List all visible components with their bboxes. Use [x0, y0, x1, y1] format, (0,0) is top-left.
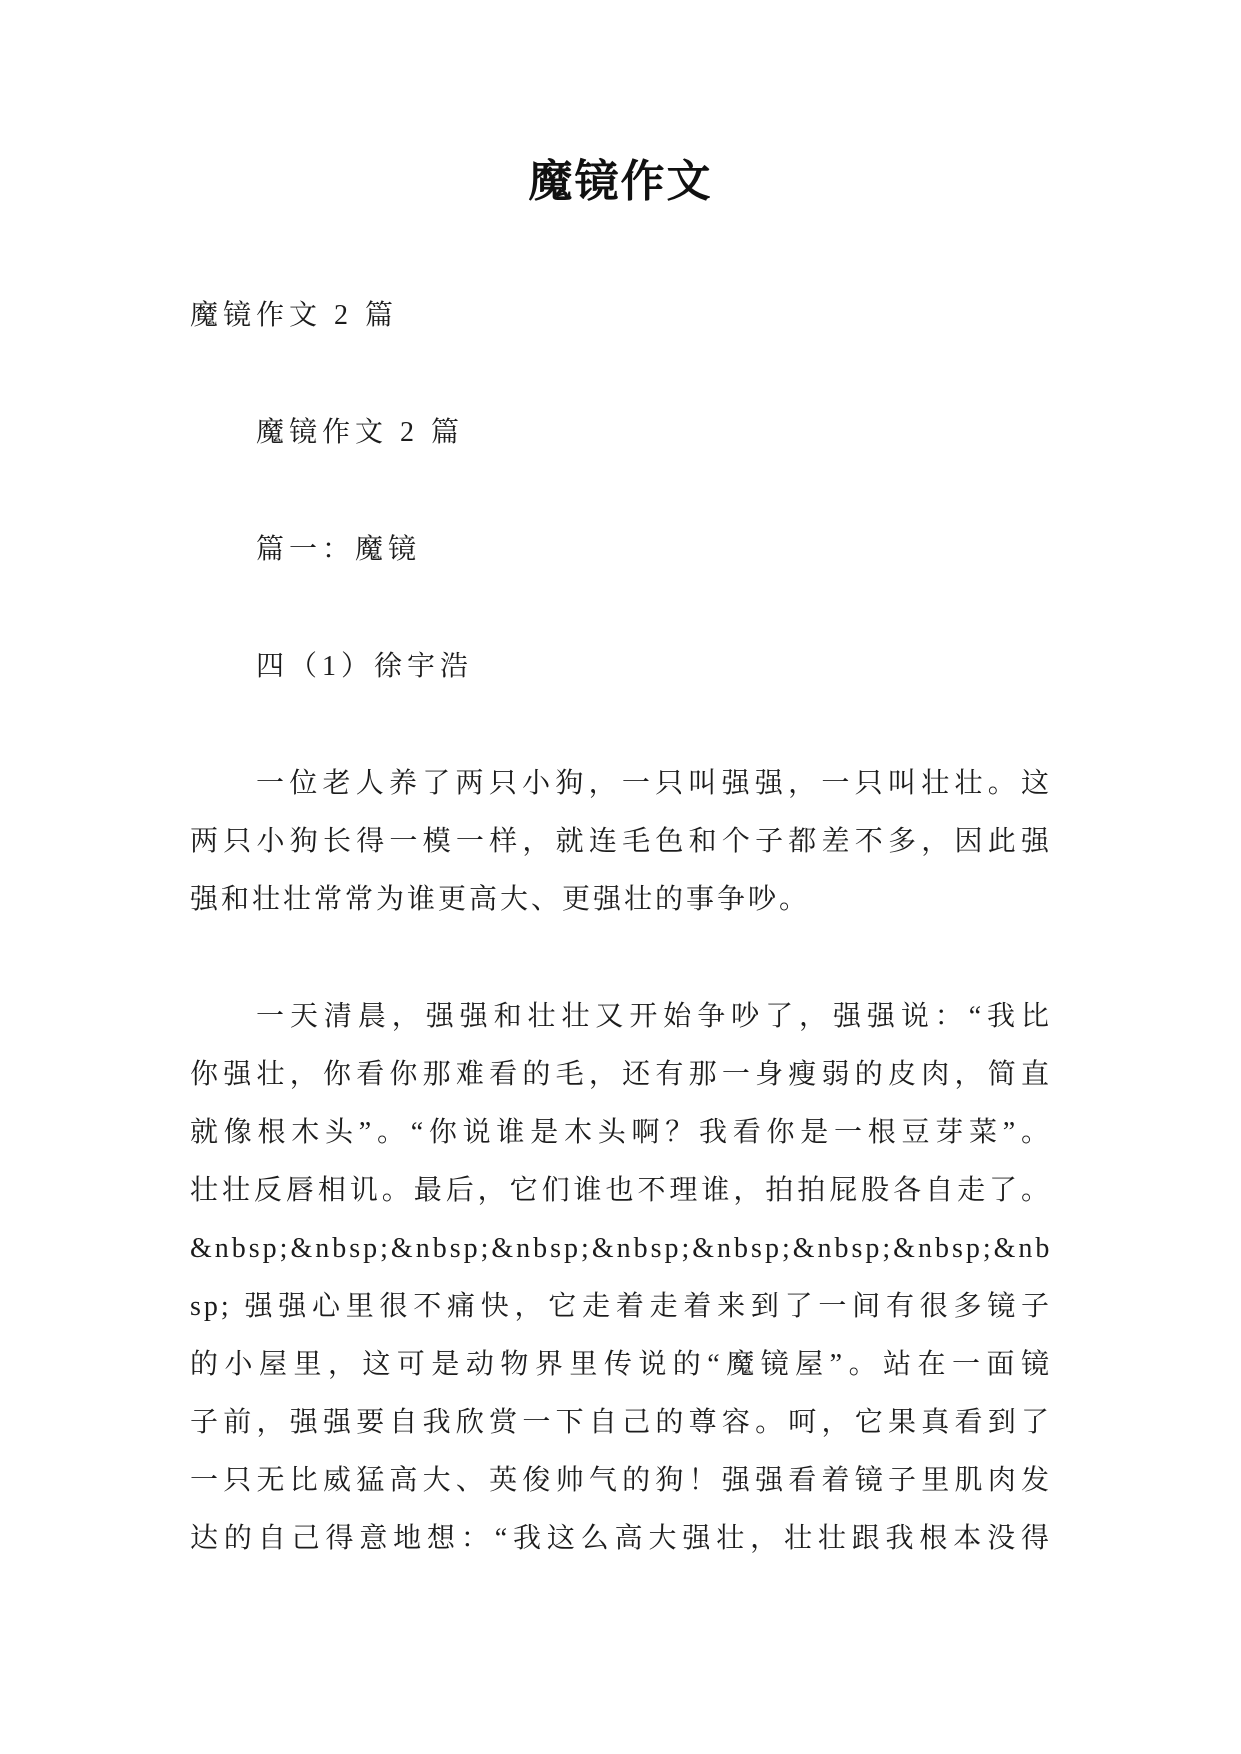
paragraph-2 [190, 988, 1052, 1568]
text-line: 强和壮壮常常为谁更高大、更强壮的事争吵。 [190, 884, 811, 915]
text-line: 的小屋里，这可是动物界里传说的“魔镜屋”。站在一面镜 [190, 1349, 1052, 1380]
document-title: 魔镜作文 [528, 157, 713, 206]
document-body [190, 287, 1052, 1627]
text-line: &nbsp;&nbsp;&nbsp;&nbsp;&nbsp;&nbsp;&nbsp;&nbsp;&nb [190, 1233, 1053, 1264]
text-line: 一位老人养了两只小狗，一只叫强强，一只叫壮壮。这 [256, 768, 1052, 799]
author-line: 四（1）徐宇浩 [256, 651, 474, 682]
section-title: 篇一：魔镜 [256, 534, 422, 565]
paragraph-1 [190, 755, 1052, 929]
document-subtitle: 魔镜作文 2 篇 [190, 300, 399, 331]
text-line: sp; 强强心里很不痛快，它走着走着来到了一间有很多镜子 [190, 1291, 1052, 1322]
text-line: 你强壮，你看你那难看的毛，还有那一身瘦弱的皮肉，简直 [190, 1059, 1052, 1090]
text-line: 一天清晨，强强和壮壮又开始争吵了，强强说：“我比 [256, 1001, 1052, 1032]
text-line: 两只小狗长得一模一样，就连毛色和个子都差不多，因此强 [190, 826, 1052, 857]
text-line: 就像根木头”。“你说谁是木头啊？我看你是一根豆芽菜”。 [190, 1117, 1052, 1148]
text-line: 子前，强强要自我欣赏一下自己的尊容。呵，它果真看到了 [190, 1407, 1052, 1438]
collection-heading: 魔镜作文 2 篇 [256, 417, 465, 448]
text-line: 一只无比威猛高大、英俊帅气的狗！强强看着镜子里肌肉发 [190, 1465, 1052, 1496]
text-line: 壮壮反唇相讥。最后，它们谁也不理谁，拍拍屁股各自走了。 [190, 1175, 1052, 1206]
text-line: 达的自己得意地想：“我这么高大强壮，壮壮跟我根本没得 [190, 1523, 1052, 1554]
